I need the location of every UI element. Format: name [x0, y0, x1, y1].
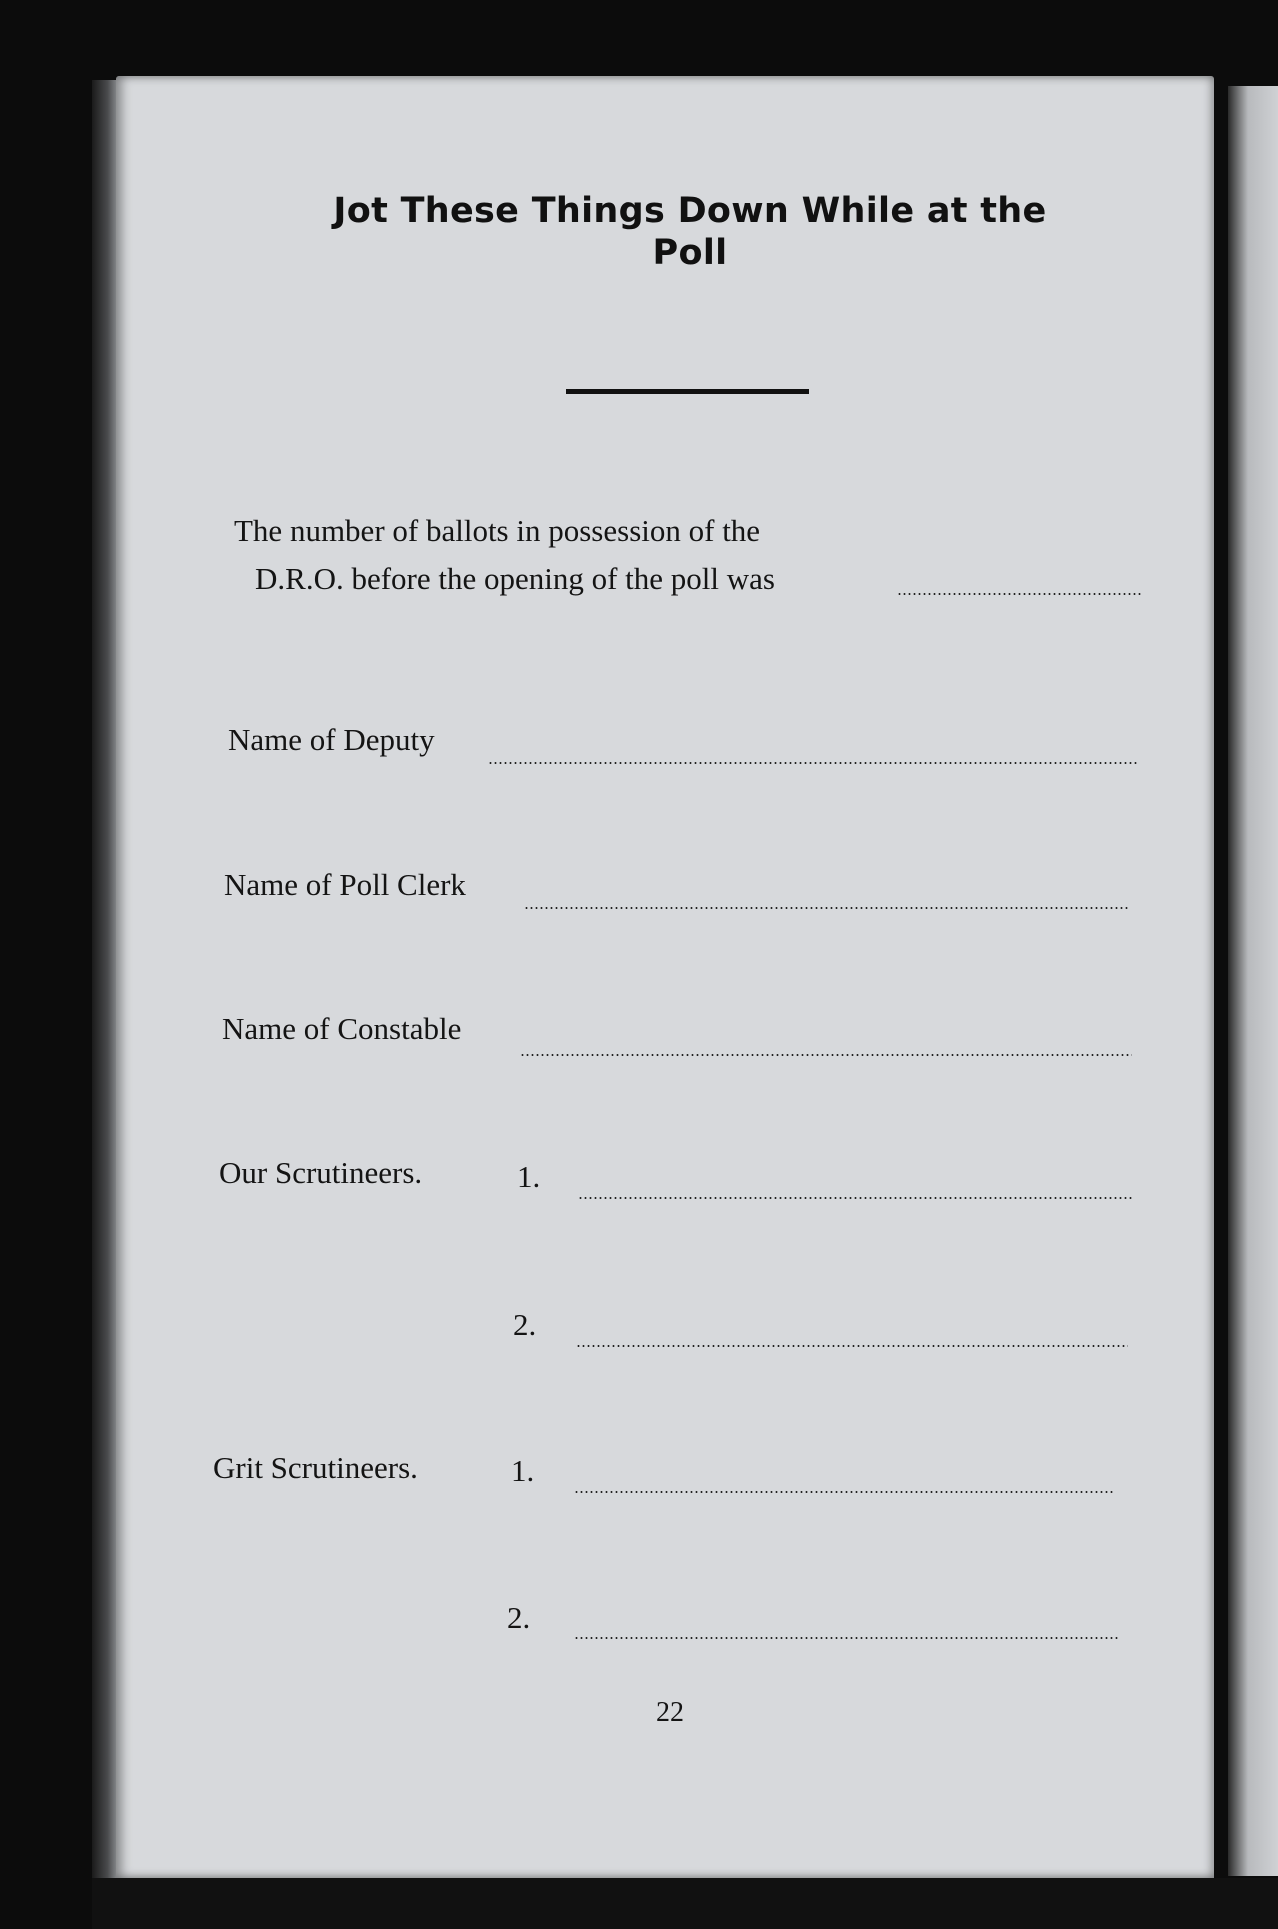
adjacent-page-edge	[1228, 86, 1278, 1876]
deputy-fill-line[interactable]	[488, 762, 1138, 764]
title-divider	[566, 389, 809, 394]
constable-fill-line[interactable]	[520, 1054, 1132, 1056]
grit-scrutineers-number-2: 2.	[507, 1600, 531, 1635]
deputy-label: Name of Deputy	[228, 722, 435, 757]
our-scrutineer-1-fill-line[interactable]	[578, 1197, 1132, 1199]
grit-scrutineers-label: Grit Scrutineers.	[213, 1450, 418, 1485]
constable-label: Name of Constable	[222, 1011, 462, 1046]
our-scrutineers-number-2: 2.	[513, 1307, 537, 1342]
grit-scrutineer-2-fill-line[interactable]	[574, 1637, 1118, 1639]
ballots-fill-line[interactable]	[897, 593, 1143, 595]
page-title: Jot These Things Down While at the Poll	[333, 191, 1047, 273]
ballots-text-line-1: The number of ballots in possession of the	[234, 513, 761, 548]
binding-edge	[92, 80, 118, 1880]
poll-clerk-fill-line[interactable]	[524, 907, 1130, 909]
our-scrutineer-2-fill-line[interactable]	[576, 1345, 1128, 1347]
document-page	[116, 76, 1214, 1878]
poll-clerk-label: Name of Poll Clerk	[224, 867, 466, 902]
scan-bottom-edge	[92, 1878, 1278, 1929]
our-scrutineers-number-1: 1.	[517, 1159, 541, 1194]
page-number: 22	[656, 1697, 684, 1728]
grit-scrutineer-1-fill-line[interactable]	[574, 1491, 1114, 1493]
ballots-text-line-2: D.R.O. before the opening of the poll was	[255, 561, 775, 596]
grit-scrutineers-number-1: 1.	[511, 1453, 535, 1488]
our-scrutineers-label: Our Scrutineers.	[219, 1155, 423, 1190]
